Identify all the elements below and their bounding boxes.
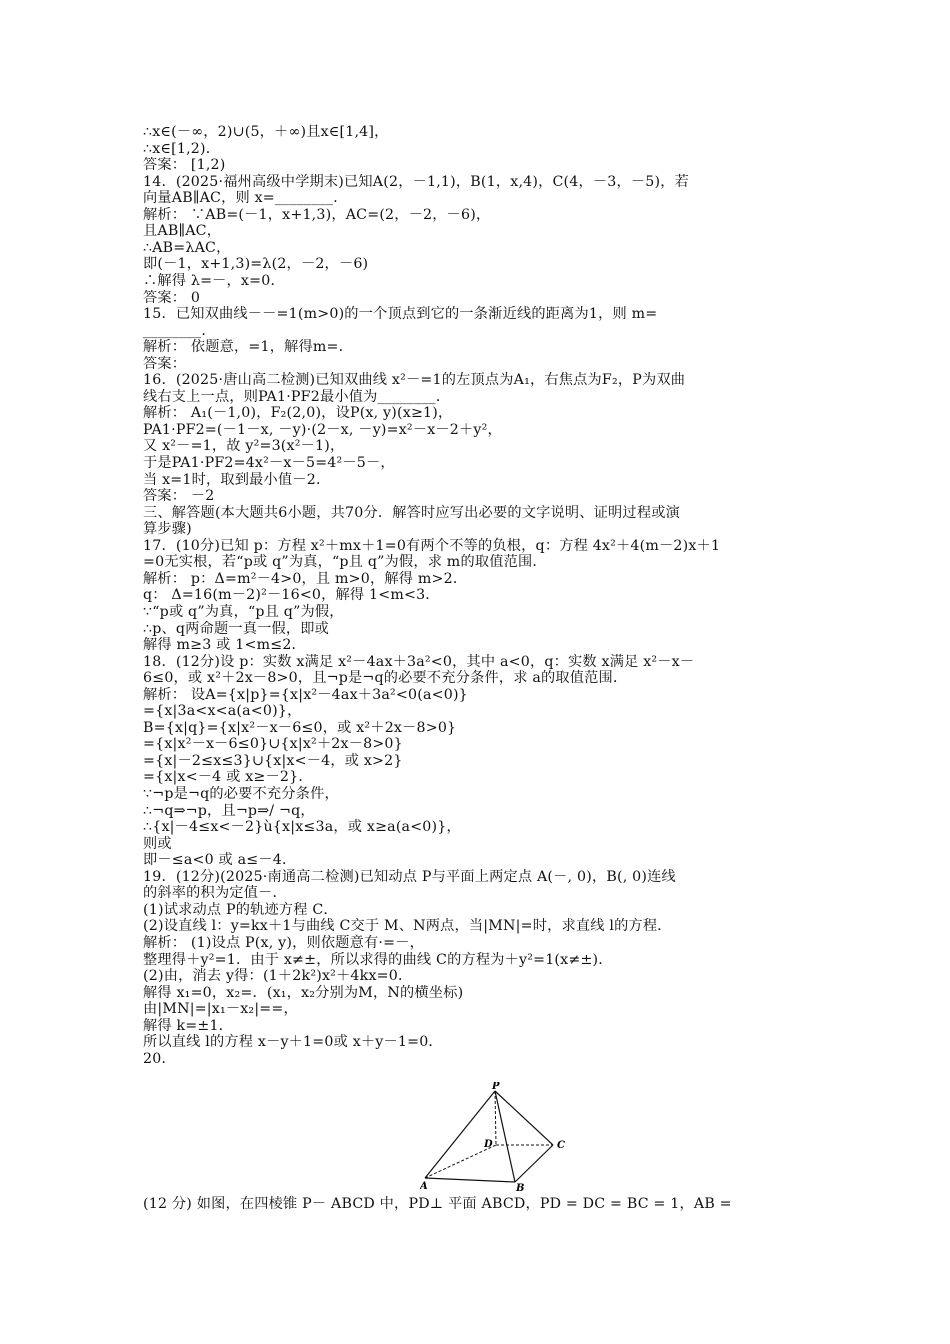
text-line: 由|MN|=|x₁－x₂|==， [143, 1001, 298, 1018]
text-line: ={x|x<－4 或 x≥－2}． [143, 769, 313, 786]
text-line: 于是PA1·PF2=4x²－x－5=4²－5－， [143, 455, 395, 471]
text-line: ={x|3a<x<a(a<0)}， [143, 703, 302, 720]
text-line: 答案： 0 [143, 289, 201, 306]
pyramid-diagram [420, 1082, 580, 1192]
text-line: ∴AB=λAC， [143, 239, 231, 256]
text-line: 解得 k=±1． [143, 1017, 234, 1034]
vertex-label-p: P [492, 1082, 500, 1092]
text-line: 解得 m≥3 或 1<m≤2． [143, 637, 306, 654]
text-line: ∵“p或 q”为真，“p且 q”为假， [143, 603, 344, 620]
text-line: 线右支上一点，则PA1·PF2最小值为________． [143, 388, 451, 405]
text-line: 算步骤) [143, 521, 192, 538]
text-line: 答案： [143, 355, 187, 372]
text-line: 19．(12分)(2025·南通高二检测)已知动点 P与平面上两定点 A(－, 0)，B(, 0)连线 [143, 868, 676, 885]
text-line: 当 x=1时，取到最小值－2． [143, 471, 331, 488]
text-line: ={x|－2≤x≤3}∪{x|x<－4，或 x>2} [143, 752, 403, 769]
edge-pc [495, 1091, 553, 1145]
text-line: 解析： (1)设点 P(x, y)，则依题意有·=－， [143, 934, 425, 951]
text-line: 解析： ∵AB=(－1，x+1,3)，AC=(2，－2，－6)， [143, 206, 491, 223]
pyramid-figure [420, 1082, 580, 1192]
text-line: PA1·PF2=(－1－x, －y)·(2－x, －y)=x²－x－2＋y²， [143, 421, 502, 438]
text-line: ∴{x|－4≤x<－2}ù{x|x≤3a，或 x≥a(a<0)}， [143, 819, 461, 836]
vertex-label-a: A [420, 1181, 428, 1192]
text-line: 解得 x₁=0，x₂=．(x₁，x₂分别为M，N的横坐标) [143, 984, 464, 1001]
text-line: 16．(2025·唐山高二检测)已知双曲线 x²－=1的左顶点为A₁，右焦点为F₂，P为双曲 [143, 372, 686, 389]
text-line: 15．已知双曲线－－=1(m>0)的一个顶点到它的一条渐近线的距离为1，则 m= [143, 306, 658, 323]
text-line: 17．(10分)已知 p：方程 x²＋mx＋1=0有两个不等的负根，q：方程 4x²＋4(m－2)x＋1 [143, 537, 721, 554]
text-line: 又 x²－=1，故 y²=3(x²－1)， [143, 438, 345, 455]
edge-pd [495, 1091, 496, 1145]
text-line: q： Δ=16(m－2)²－16<0，解得 1<m<3． [143, 587, 440, 604]
text-line: ∴x∈[1,2)． [143, 140, 221, 157]
text-line: ∵¬p是¬q的必要不充分条件， [143, 786, 339, 802]
edge-pb [495, 1091, 515, 1182]
edge-pa [425, 1091, 495, 1178]
text-line: 答案： －2 [143, 488, 215, 505]
edge-ab [425, 1178, 515, 1182]
text-line: B={x|q}={x|x²－x－6≤0，或 x²＋2x－8>0} [143, 719, 457, 736]
text-line: (1)试求动点 P的轨迹方程 C． [143, 901, 338, 918]
problem-20-statement: (12 分) 如图，在四棱锥 P－ ABCD 中，PD⊥ 平面 ABCD，PD = DC = BC = 1，AB = [143, 1196, 732, 1212]
text-line: ∴x∈(－∞，2)∪(5，＋∞)且x∈[1,4]， [143, 124, 389, 140]
text-line: 且AB∥AC， [143, 223, 222, 240]
vertex-label-b: B [516, 1183, 525, 1192]
text-line: 解析： 设A={x|p}={x|x²－4ax＋3a²<0(a<0)} [143, 686, 468, 703]
vertex-label-d: D [484, 1139, 493, 1150]
text-line: 即(－1，x+1,3)=λ(2，－2，－6) [143, 256, 369, 273]
text-line: ∴解得 λ=－，x=0． [143, 272, 285, 289]
text-line: 三、解答题(本大题共6小题，共70分．解答时应写出必要的文字说明、证明过程或演 [143, 504, 680, 521]
text-line: 即－≤a<0 或 a≤－4． [143, 852, 297, 869]
vertex-label-c: C [557, 1140, 565, 1151]
text-line: ={x|x²－x－6≤0}∪{x|x²＋2x－8>0} [143, 736, 403, 753]
text-line: 18．(12分)设 p：实数 x满足 x²－4ax＋3a²<0，其中 a<0，q：实数 x满足 x²－x－ [143, 653, 695, 670]
text-line: (2)由，消去 y得：(1＋2k²)x²＋4kx=0． [143, 968, 413, 985]
text-line: ∴¬q⇒¬p，且¬p⇒/ ¬q， [143, 802, 315, 819]
text-line: 解析： A₁(－1,0)，F₂(2,0)，设P(x, y)(x≥1)， [143, 405, 453, 422]
text-line: 向量AB∥AC，则 x=________． [143, 190, 348, 207]
text-line: 则或 [143, 835, 172, 852]
text-line: 解析： 依题意，=1，解得m=． [143, 339, 354, 356]
text-line: 的斜率的积为定值－． [143, 885, 287, 902]
text-line: 6≤0，或 x²＋2x－8>0，且¬p是¬q的必要不充分条件，求 a的取值范围． [143, 670, 628, 687]
text-line: 整理得＋y²=1．由于 x≠±，所以求得的曲线 C的方程为＋y²=1(x≠±)． [143, 951, 613, 968]
text-line: 14．(2025·福州高级中学期末)已知A(2，－1,1)，B(1，x,4)，C(4，－3，－5)，若 [143, 173, 690, 190]
text-line: 答案： [1,2) [143, 157, 226, 174]
text-line: ________． [143, 322, 216, 339]
text-line: 20． [143, 1050, 176, 1067]
text-line: (2)设直线 l：y=kx＋1与曲线 C交于 M、N两点，当|MN|=时，求直线 l的方程． [143, 918, 672, 935]
text-line: 所以直线 l的方程 x－y＋1=0或 x＋y－1=0． [143, 1034, 443, 1051]
text-line: ∴p、q两命题一真一假，即或 [143, 620, 330, 637]
text-line: =0无实根，若“p或 q”为真，“p且 q”为假，求 m的取值范围． [143, 554, 547, 571]
text-line: 解析： p：Δ=m²－4>0，且 m>0，解得 m>2． [143, 570, 468, 587]
edge-bc [515, 1145, 553, 1182]
